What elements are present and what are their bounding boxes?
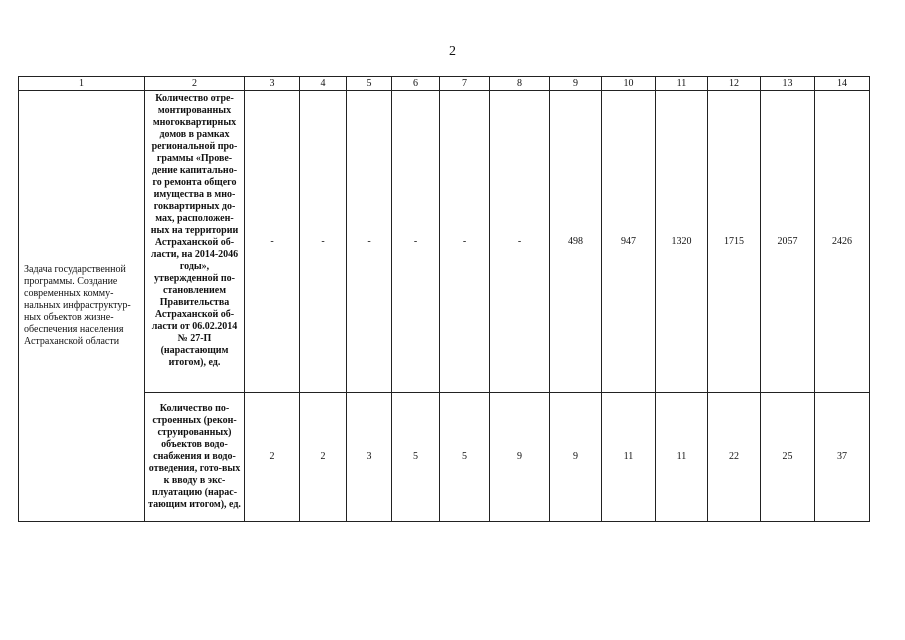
value-cell: - bbox=[245, 91, 300, 393]
column-number: 13 bbox=[761, 77, 815, 91]
column-number: 6 bbox=[392, 77, 440, 91]
value-cell: 9 bbox=[490, 393, 550, 522]
column-number: 11 bbox=[656, 77, 708, 91]
value-cell: 2 bbox=[245, 393, 300, 522]
column-number: 12 bbox=[708, 77, 761, 91]
value-cell: 9 bbox=[550, 393, 602, 522]
indicator-name: Количество по-строенных (рекон-струированных) объектов водо-снабжения и водо-отведения, гото-вых к вводу в экс-плуатацию (нарас-тающим итогом), ед. bbox=[145, 393, 245, 522]
column-number: 1 bbox=[19, 77, 145, 91]
value-cell: 947 bbox=[602, 91, 656, 393]
value-cell: - bbox=[490, 91, 550, 393]
value-cell: 5 bbox=[440, 393, 490, 522]
value-cell: 498 bbox=[550, 91, 602, 393]
value-cell: 37 bbox=[815, 393, 870, 522]
value-cell: - bbox=[440, 91, 490, 393]
value-cell: 5 bbox=[392, 393, 440, 522]
column-number: 4 bbox=[300, 77, 347, 91]
value-cell: 22 bbox=[708, 393, 761, 522]
column-number: 5 bbox=[347, 77, 392, 91]
page-number: 2 bbox=[449, 44, 456, 59]
column-number: 8 bbox=[490, 77, 550, 91]
value-cell: 2426 bbox=[815, 91, 870, 393]
value-cell: 3 bbox=[347, 393, 392, 522]
value-cell: - bbox=[347, 91, 392, 393]
value-cell: 2 bbox=[300, 393, 347, 522]
value-cell: 11 bbox=[602, 393, 656, 522]
value-cell: 11 bbox=[656, 393, 708, 522]
column-number: 14 bbox=[815, 77, 870, 91]
column-number: 3 bbox=[245, 77, 300, 91]
column-number: 10 bbox=[602, 77, 656, 91]
value-cell: - bbox=[300, 91, 347, 393]
column-number: 7 bbox=[440, 77, 490, 91]
indicator-name: Количество отре-монтированных многоквартирных домов в рамках региональной про-граммы «Прове-дение капитально-го ремонта общего имущества в мно-гоквартирных до-мах, расположен-ных на территории Астраханской об-ласти, на 2014-2046 годы», утвержденной по-становлением Правительства Астраханской об-ласти от 06.02.2014 № 27-П (нарастающим итогом), ед. bbox=[145, 91, 245, 393]
table-row bbox=[19, 91, 870, 393]
task-description: Задача государственной программы. Создание современных комму-нальных инфраструктур-ных объектов жизне-обеспечения населения Астраханской области bbox=[19, 91, 145, 522]
value-cell: 1715 bbox=[708, 91, 761, 393]
program-indicators-table bbox=[18, 76, 870, 522]
column-number: 9 bbox=[550, 77, 602, 91]
value-cell: 25 bbox=[761, 393, 815, 522]
table-header-row bbox=[19, 77, 870, 91]
value-cell: 2057 bbox=[761, 91, 815, 393]
value-cell: 1320 bbox=[656, 91, 708, 393]
table-row bbox=[19, 393, 870, 522]
column-number: 2 bbox=[145, 77, 245, 91]
value-cell: - bbox=[392, 91, 440, 393]
